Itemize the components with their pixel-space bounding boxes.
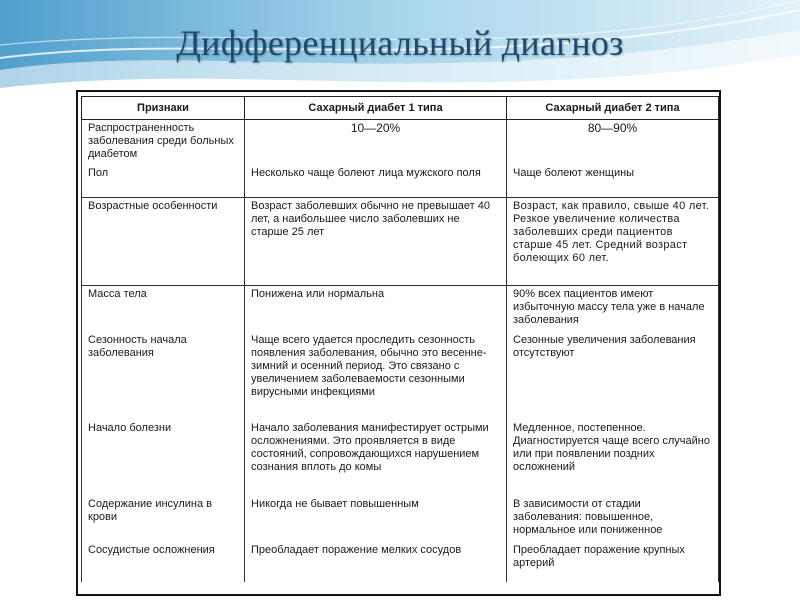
column-header: Признаки	[82, 97, 245, 120]
table-row	[82, 496, 719, 542]
table-cell-sign: Распространенность заболевания среди больных диабетом	[82, 120, 245, 165]
table-cell-type1: 10—20%	[245, 120, 507, 165]
table-row	[82, 165, 719, 198]
table-cell-sign: Возрастные особенности	[82, 198, 245, 286]
table-row	[82, 542, 719, 582]
table-cell-type1: Преобладает поражение мелких сосудов	[245, 542, 507, 582]
table-row	[82, 332, 719, 420]
table-cell-type2: Медленное, постепенное. Диагностируется чаще всего случайно или при появлении поздних осложнений	[507, 420, 719, 496]
table-cell-sign: Начало болезни	[82, 420, 245, 496]
table-cell-type2: 90% всех пациентов имеют избыточную массу тела уже в начале заболевания	[507, 286, 719, 332]
table-cell-type2: Возраст, как правило, свыше 40 лет. Резкое увеличение количества заболевших среди пациентов старше 45 лет. Средний возраст болеющих 60 лет.	[507, 198, 719, 286]
table-cell-type1: Несколько чаще болеют лица мужского поля	[245, 165, 507, 198]
diagnosis-table	[81, 96, 719, 582]
table-cell-type2: Преобладает поражение крупных артерий	[507, 542, 719, 582]
table-cell-type1: Возраст заболевших обычно не превышает 40 лет, а наибольшее число заболевших не старше 25 лет	[245, 198, 507, 286]
table-cell-sign: Сосудистые осложнения	[82, 542, 245, 582]
table-row	[82, 286, 719, 332]
diagnosis-table-frame	[76, 90, 721, 596]
column-header: Сахарный диабет 2 типа	[507, 97, 719, 120]
table-cell-type1: Чаще всего удается проследить сезонность появления заболевания, обычно это весенне-зимний и осенний период. Это связано с увеличением заболеваемости сезонными вирусными инфекциями	[245, 332, 507, 420]
table-row	[82, 198, 719, 286]
table-cell-sign: Сезонность начала заболевания	[82, 332, 245, 420]
table-cell-type1: Начало заболевания манифестирует острыми осложнениями. Это проявляется в виде состояний, сопровождающихся нарушением сознания вплоть до комы	[245, 420, 507, 496]
table-cell-sign: Пол	[82, 165, 245, 198]
table-cell-type1: Никогда не бывает повышенным	[245, 496, 507, 542]
table-cell-sign: Содержание инсулина в крови	[82, 496, 245, 542]
table-row	[82, 420, 719, 496]
table-header-row	[82, 97, 719, 120]
page-title: Дифференциальный диагноз	[176, 23, 624, 63]
column-header: Сахарный диабет 1 типа	[245, 97, 507, 120]
table-cell-type2: 80—90%	[507, 120, 719, 165]
table-cell-type2: В зависимости от стадии заболевания: повышенное, нормальное или пониженное	[507, 496, 719, 542]
table-cell-type2: Чаще болеют женщины	[507, 165, 719, 198]
table-cell-type1: Понижена или нормальна	[245, 286, 507, 332]
table-row	[82, 120, 719, 165]
table-cell-type2: Сезонные увеличения заболевания отсутствуют	[507, 332, 719, 420]
table-cell-sign: Масса тела	[82, 286, 245, 332]
